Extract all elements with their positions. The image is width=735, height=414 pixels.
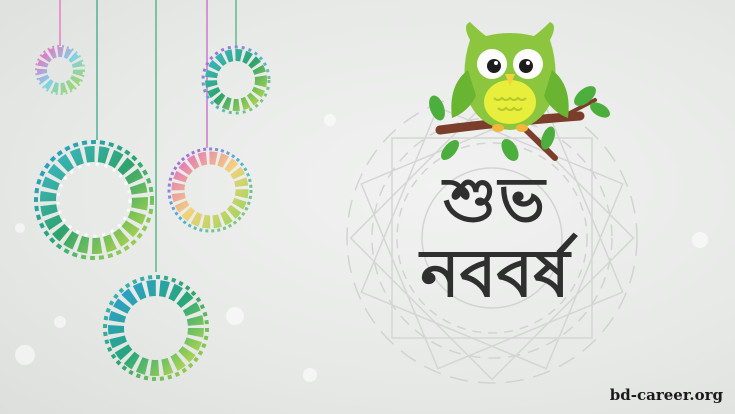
greeting-line-1: শুভ xyxy=(443,163,547,236)
greeting-line-2: নববর্ষ xyxy=(420,235,570,312)
site-watermark: bd-career.org xyxy=(609,386,723,404)
greeting-text xyxy=(380,165,610,313)
